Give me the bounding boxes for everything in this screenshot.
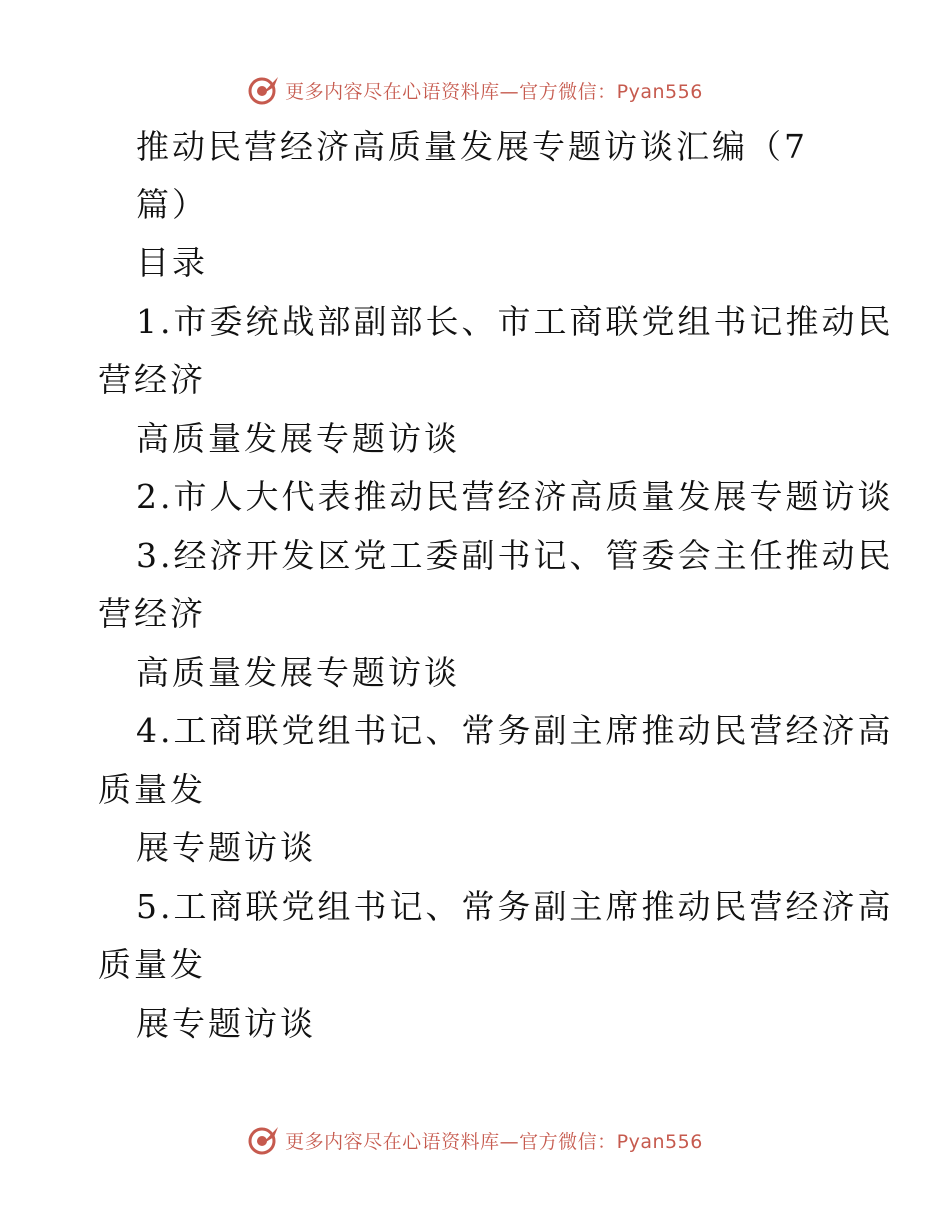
document-title-line-1: 推动民营经济高质量发展专题访谈汇编（7 (136, 127, 808, 166)
toc-item-1-line-2: 营经济 (98, 360, 206, 399)
toc-item-5-line-2: 质量发 (98, 945, 206, 984)
quill-logo-icon (247, 1123, 281, 1157)
toc-heading: 目录 (136, 243, 208, 282)
toc-item-1-line-1: 1.市委统战部副部长、市工商联党组书记推动民 (136, 302, 894, 341)
header-watermark (0, 70, 950, 110)
document-title-line-2: 篇） (136, 185, 208, 224)
toc-item-5-line-3: 展专题访谈 (136, 1004, 316, 1043)
footer-watermark (0, 1120, 950, 1160)
watermark-text: 更多内容尽在心语资料库—官方微信：Pyan556 (285, 1130, 703, 1153)
toc-item-1-line-3: 高质量发展专题访谈 (136, 419, 460, 458)
quill-logo-icon (247, 73, 281, 107)
toc-item-2-line-1: 2.市人大代表推动民营经济高质量发展专题访谈 (136, 477, 894, 516)
toc-item-3-line-1: 3.经济开发区党工委副书记、管委会主任推动民 (136, 536, 894, 575)
toc-item-4-line-2: 质量发 (98, 770, 206, 809)
toc-item-5-line-1: 5.工商联党组书记、常务副主席推动民营经济高 (136, 887, 894, 926)
toc-item-4-line-1: 4.工商联党组书记、常务副主席推动民营经济高 (136, 711, 894, 750)
toc-item-3-line-3: 高质量发展专题访谈 (136, 653, 460, 692)
watermark-text: 更多内容尽在心语资料库—官方微信：Pyan556 (285, 80, 703, 103)
toc-item-4-line-3: 展专题访谈 (136, 828, 316, 867)
toc-item-3-line-2: 营经济 (98, 594, 206, 633)
